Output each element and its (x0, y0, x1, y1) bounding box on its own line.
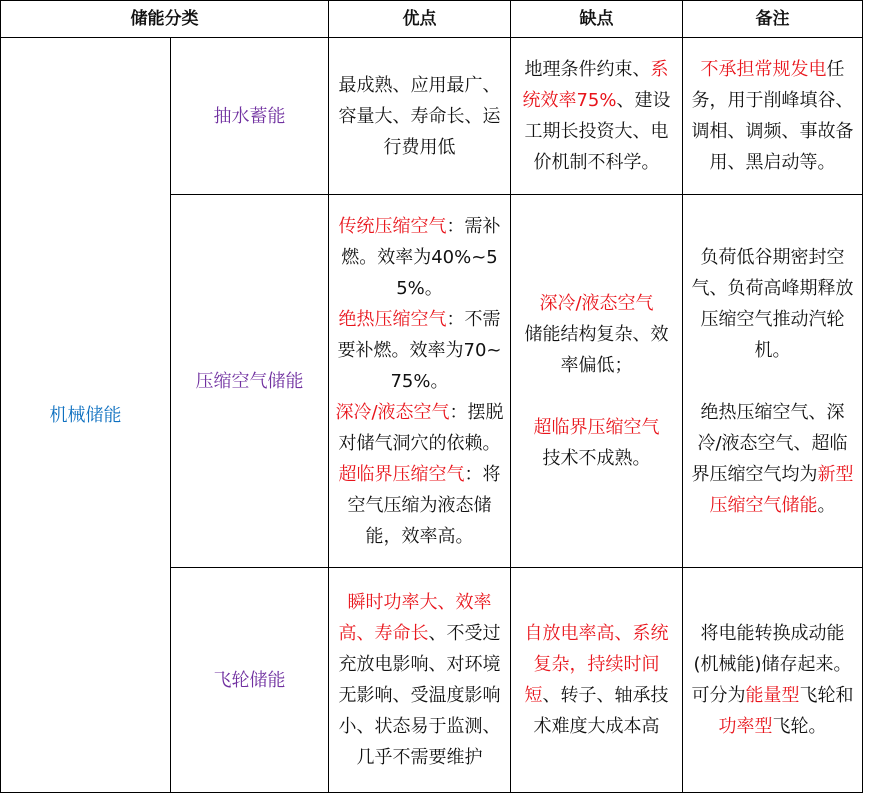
flywheel-notes-text-3: 飞轮。 (772, 716, 827, 737)
air-notes-text-1: 负荷低谷期密封空气、负荷高峰期释放压缩空气推动汽轮机。 (691, 246, 854, 361)
air-pros-desc-1: ：需补燃。效率为40%~55%。 (341, 215, 501, 299)
category-cell: 机械储能 (1, 38, 171, 793)
flywheel-notes-power-type: 功率型 (718, 716, 773, 737)
air-pros-desc-2: ：不需要补燃。效率为70~75%。 (337, 308, 502, 392)
pumped-cons-highlight: 系统效率75% (522, 59, 669, 111)
flywheel-notes (683, 568, 863, 793)
pumped-cons-text-1: 地理条件约束、 (524, 59, 651, 80)
header-pros: 优点 (329, 1, 511, 38)
header-cons: 缺点 (511, 1, 683, 38)
subtype-flywheel: 飞轮储能 (171, 568, 329, 793)
air-pros (329, 195, 511, 568)
air-pros-desc-3: ：摆脱对储气洞穴的依赖。 (338, 401, 504, 454)
air-pros-type-2: 绝热压缩空气 (338, 308, 447, 330)
flywheel-notes-energy-type: 能量型 (745, 685, 800, 706)
air-pros-desc-4: ：将空气压缩为液态储能，效率高。 (347, 463, 501, 547)
air-cons (511, 195, 683, 568)
header-row (1, 1, 863, 38)
flywheel-notes-text-1: 将电能转换成动能(机械能)储存起来。可分为 (691, 623, 852, 706)
pumped-pros: 最成熟、应用最广、容量大、寿命长、运行费用低 (329, 38, 511, 195)
pumped-notes-highlight: 不承担常规发电 (700, 59, 827, 80)
air-notes (683, 195, 863, 568)
air-cons-desc-1: 储能结构复杂、效率偏低； (524, 324, 669, 376)
air-pros-type-4: 超临界压缩空气 (338, 463, 465, 485)
air-pros-type-3: 深冷/液态空气 (335, 401, 450, 423)
air-cons-type-1: 深冷/液态空气 (539, 293, 654, 314)
flywheel-cons-text: 、转子、轴承技术难度大成本高 (533, 685, 669, 737)
air-pros-type-1: 传统压缩空气 (338, 215, 447, 237)
flywheel-cons-highlight: 自放电率高、系统复杂，持续时间短 (524, 623, 669, 706)
header-classification: 储能分类 (1, 1, 329, 38)
flywheel-cons (511, 568, 683, 793)
pumped-notes (683, 38, 863, 195)
pumped-cons (511, 38, 683, 195)
row-pumped-storage (1, 38, 863, 195)
flywheel-notes-text-2: 飞轮和 (799, 685, 854, 706)
flywheel-pros (329, 568, 511, 793)
flywheel-pros-highlight: 瞬时功率大、效率高、寿命长 (338, 592, 492, 644)
pumped-cons-text-2: 、建设工期长投资大、电价机制不科学。 (524, 90, 671, 173)
subtype-pumped-storage: 抽水蓄能 (171, 38, 329, 195)
pumped-notes-text: 任务，用于削峰填谷、调相、调频、事故备用、黑启动等。 (691, 59, 854, 173)
air-cons-desc-2: 技术不成熟。 (542, 448, 651, 469)
flywheel-pros-text: 、不受过充放电影响、对环境无影响、受温度影响小、状态易于监测、几乎不需要维护 (338, 623, 501, 768)
air-cons-type-2: 超临界压缩空气 (533, 417, 660, 438)
subtype-compressed-air: 压缩空气储能 (171, 195, 329, 568)
header-notes: 备注 (683, 1, 863, 38)
air-notes-highlight: 新型压缩空气储能 (709, 463, 854, 516)
air-notes-text-2: 绝热压缩空气、深冷/液态空气、超临界压缩空气均为 (691, 401, 848, 485)
air-notes-text-3: 。 (817, 494, 836, 516)
